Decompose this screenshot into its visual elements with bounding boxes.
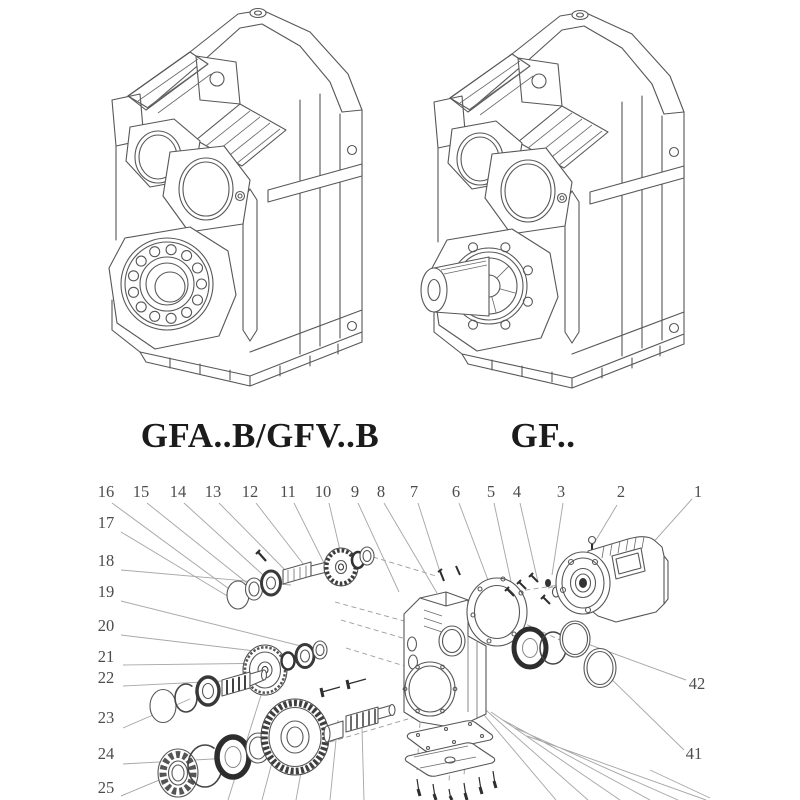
callout-10: 10	[314, 482, 332, 501]
callout-13: 13	[204, 482, 222, 501]
input-shaft-train	[227, 547, 374, 609]
callout-1: 1	[693, 482, 703, 501]
callout-17: 17	[97, 513, 115, 532]
hollow-shaft-bearing-boss	[109, 227, 236, 349]
callout-5: 5	[486, 482, 496, 501]
callout-12: 12	[241, 482, 259, 501]
callout-14: 14	[169, 482, 187, 501]
callout-16: 16	[97, 482, 115, 501]
callout-25: 25	[97, 778, 115, 797]
gearbox-right-drawing	[421, 11, 684, 389]
callout-18: 18	[97, 551, 115, 570]
callout-20: 20	[97, 616, 115, 635]
right-figure-label: GF..	[510, 416, 576, 455]
gasket-and-pan	[405, 721, 496, 800]
callout-15: 15	[132, 482, 150, 501]
callout-2: 2	[616, 482, 626, 501]
output-flange-and-shaft	[421, 229, 558, 351]
intermediate-pinion-train	[150, 670, 267, 723]
callout-42: 42	[688, 674, 706, 693]
left-figure-label: GFA..B/GFV..B	[140, 416, 380, 455]
intermediate-gear-train	[243, 641, 327, 695]
callout-4: 4	[512, 482, 522, 501]
callout-7: 7	[409, 482, 419, 501]
callout-6: 6	[451, 482, 461, 501]
output-gear-train	[158, 679, 395, 797]
callout-numbers	[98, 482, 706, 797]
exploded-parts-diagram	[98, 482, 710, 800]
callout-8: 8	[376, 482, 386, 501]
callout-9: 9	[350, 482, 360, 501]
callout-41: 41	[685, 744, 703, 763]
callout-19: 19	[97, 582, 115, 601]
callout-11: 11	[280, 482, 296, 501]
callout-22: 22	[97, 668, 115, 687]
callout-23: 23	[97, 708, 115, 727]
gearbox-left-drawing	[109, 9, 362, 387]
callout-21: 21	[97, 647, 115, 666]
callout-24: 24	[97, 744, 115, 763]
motor-input-unit	[556, 537, 668, 623]
callout-3: 3	[556, 482, 566, 501]
